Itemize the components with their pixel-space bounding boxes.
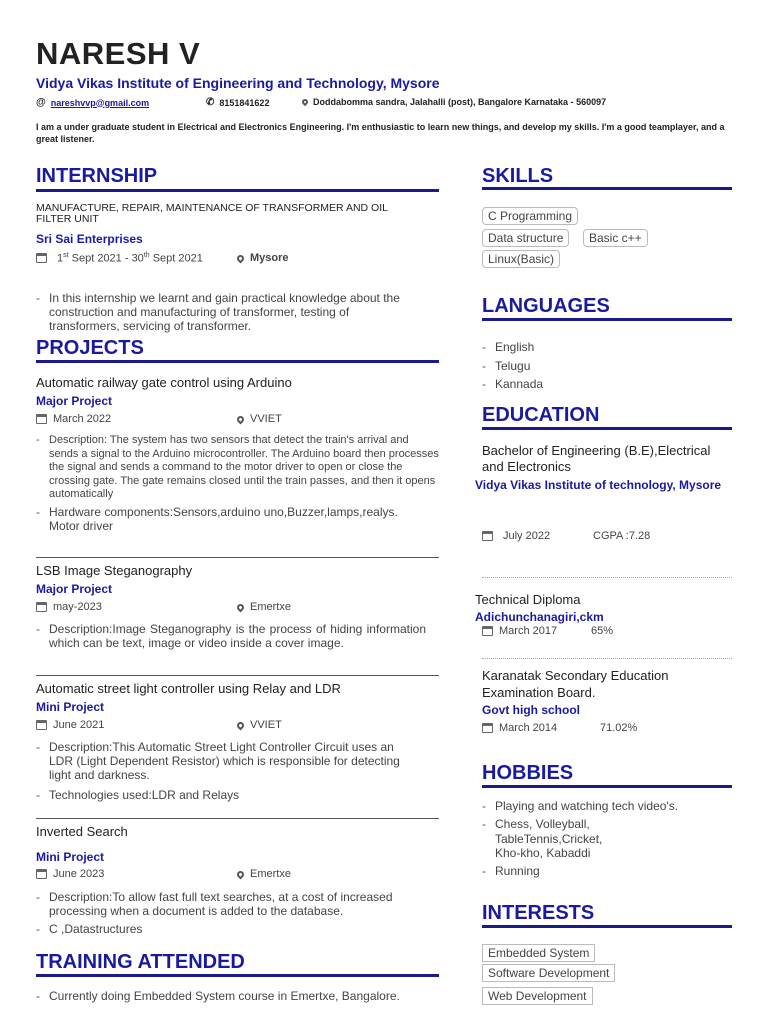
skill-tag: Data structure: [482, 229, 569, 247]
project-type: Major Project: [36, 582, 113, 596]
internship-rule: [36, 189, 439, 192]
interest-tag: Web Development: [482, 987, 593, 1005]
divider: [36, 675, 439, 676]
project-location: VVIET: [237, 719, 282, 731]
project-location: Emertxe: [237, 868, 291, 880]
project-bullet: - Description:This Automatic Street Light Controller Circuit uses an LDR (Light Dependent Resistor) which is responsible for detecting light and darkness.: [36, 740, 400, 782]
education-date: March 2014: [482, 722, 557, 734]
calendar-icon: [36, 602, 47, 612]
projects-heading: PROJECTS: [36, 337, 144, 359]
project-date: June 2023: [36, 868, 104, 880]
project-bullet: - Description: The system has two sensors that detect the train's arrival and sends a signal to the Arduino microcontroller. The Arduino board then processes the signal and sends a command to the motor driver to open or close the crossing gate. The gate remains closed until the train passes, and then it opens automatically: [36, 434, 439, 500]
location-pin-icon: [236, 869, 246, 879]
project-bullet: - C ,Datastructures: [36, 922, 143, 936]
education-institution: Vidya Vikas Institute of technology, Mysore: [475, 478, 722, 492]
education-institution: Adichunchanagiri,ckm: [475, 610, 604, 624]
skills-heading: SKILLS: [482, 165, 554, 187]
internship-heading: INTERNSHIP: [36, 165, 158, 187]
education-score: CGPA :7.28: [593, 530, 651, 542]
project-type: Mini Project: [36, 850, 105, 864]
project-title: Automatic railway gate control using Arduino: [36, 375, 292, 390]
internship-date: 1st Sept 2021 - 30th Sept 2021: [36, 252, 203, 265]
project-type: Mini Project: [36, 700, 105, 714]
languages-rule: [482, 318, 732, 321]
projects-rule: [36, 360, 439, 363]
divider: [482, 577, 732, 578]
education-degree: Karanatak Secondary Education Examination Board.: [482, 668, 669, 700]
internship-description: - In this internship we learnt and gain practical knowledge about the construction and manufacturing of transformer, testing of transformers, servicing of transformer.: [36, 291, 400, 333]
location-pin-icon: [236, 602, 246, 612]
project-bullet: - Hardware components:Sensors,arduino uno,Buzzer,lamps,realys. Motor driver: [36, 505, 398, 533]
internship-company: Sri Sai Enterprises: [36, 232, 143, 246]
hobby-item: - Chess, Volleyball, TableTennis,Cricket, Kho-kho, Kabaddi: [482, 817, 603, 860]
language-item: - Telugu: [482, 359, 531, 373]
training-heading: TRAINING ATTENDED: [36, 951, 245, 973]
interests-rule: [482, 925, 732, 928]
calendar-icon: [482, 531, 493, 541]
calendar-icon: [482, 723, 493, 733]
calendar-icon: [36, 414, 47, 424]
project-date: may-2023: [36, 601, 102, 613]
education-institution: Govt high school: [482, 703, 580, 717]
education-score: 65%: [591, 625, 614, 637]
location-pin-icon: [236, 253, 246, 263]
project-date: March 2022: [36, 413, 111, 425]
phone-contact: [206, 97, 269, 108]
education-score: 71.02%: [600, 722, 638, 734]
skill-tag: Linux(Basic): [482, 250, 560, 268]
candidate-name: NARESH V: [36, 36, 201, 71]
calendar-icon: [36, 869, 47, 879]
project-date: June 2021: [36, 719, 104, 731]
at-icon: @: [36, 97, 46, 108]
language-item: - English: [482, 340, 535, 354]
phone-number: 8151841622: [219, 97, 270, 108]
calendar-icon: [36, 253, 47, 263]
email-contact: [36, 97, 149, 108]
institute-subtitle: Vidya Vikas Institute of Engineering and Technology, Mysore: [36, 75, 440, 91]
divider: [36, 557, 439, 558]
divider: [482, 658, 732, 659]
education-degree: Technical Diploma: [475, 592, 581, 607]
skill-tag: C Programming: [482, 207, 578, 225]
education-degree: Bachelor of Engineering (B.E),Electrical and Electronics: [482, 443, 711, 474]
training-rule: [36, 974, 439, 977]
summary-text: I am a under graduate student in Electrical and Electronics Engineering. I'm enthusiastic to learn new things, and develop my skills. I'm a good teamplayer, and a great listener.: [36, 122, 725, 144]
interest-tag: Embedded System: [482, 944, 595, 962]
location-pin-icon: [236, 720, 246, 730]
calendar-icon: [482, 626, 493, 636]
project-type: Major Project: [36, 394, 113, 408]
hobby-item: - Running: [482, 864, 540, 878]
skill-tag: Basic c++: [583, 229, 648, 247]
education-date: March 2017: [482, 625, 557, 637]
skills-rule: [482, 187, 732, 190]
project-title: Automatic street light controller using Relay and LDR: [36, 681, 341, 696]
email-link[interactable]: nareshvvp@gmail.com: [50, 97, 150, 108]
interests-heading: INTERESTS: [482, 902, 595, 924]
hobbies-rule: [482, 785, 732, 788]
hobbies-heading: HOBBIES: [482, 762, 574, 784]
address-text: Doddabomma sandra, Jalahalli (post), Bangalore Karnataka - 560097: [313, 97, 607, 107]
interest-tag: Software Development: [482, 964, 615, 982]
address-contact: [302, 97, 606, 107]
education-rule: [482, 427, 732, 430]
training-item: - Currently doing Embedded System course in Emertxe, Bangalore.: [36, 989, 400, 1003]
location-pin-icon: [301, 98, 309, 106]
education-date: July 2022: [482, 530, 550, 542]
divider: [36, 818, 439, 819]
internship-role: MANUFACTURE, REPAIR, MAINTENANCE OF TRANSFORMER AND OIL FILTER UNIT: [36, 202, 388, 225]
language-item: - Kannada: [482, 377, 544, 391]
project-bullet: - Description:To allow fast full text searches, at a cost of increased processing when a document is added to the database.: [36, 890, 393, 918]
hobby-item: - Playing and watching tech video's.: [482, 799, 679, 813]
project-title: Inverted Search: [36, 824, 128, 839]
education-heading: EDUCATION: [482, 404, 600, 426]
project-location: Emertxe: [237, 601, 291, 613]
project-bullet: - Description:Image Steganography is the process of hiding information which can be text, image or video inside a cover image.: [36, 622, 426, 650]
languages-heading: LANGUAGES: [482, 295, 610, 317]
project-title: LSB Image Steganography: [36, 563, 193, 578]
project-bullet: - Technologies used:LDR and Relays: [36, 788, 240, 802]
internship-location: Mysore: [237, 252, 289, 264]
calendar-icon: [36, 720, 47, 730]
phone-icon: ✆: [206, 97, 215, 108]
location-pin-icon: [236, 414, 246, 424]
project-location: VVIET: [237, 413, 282, 425]
